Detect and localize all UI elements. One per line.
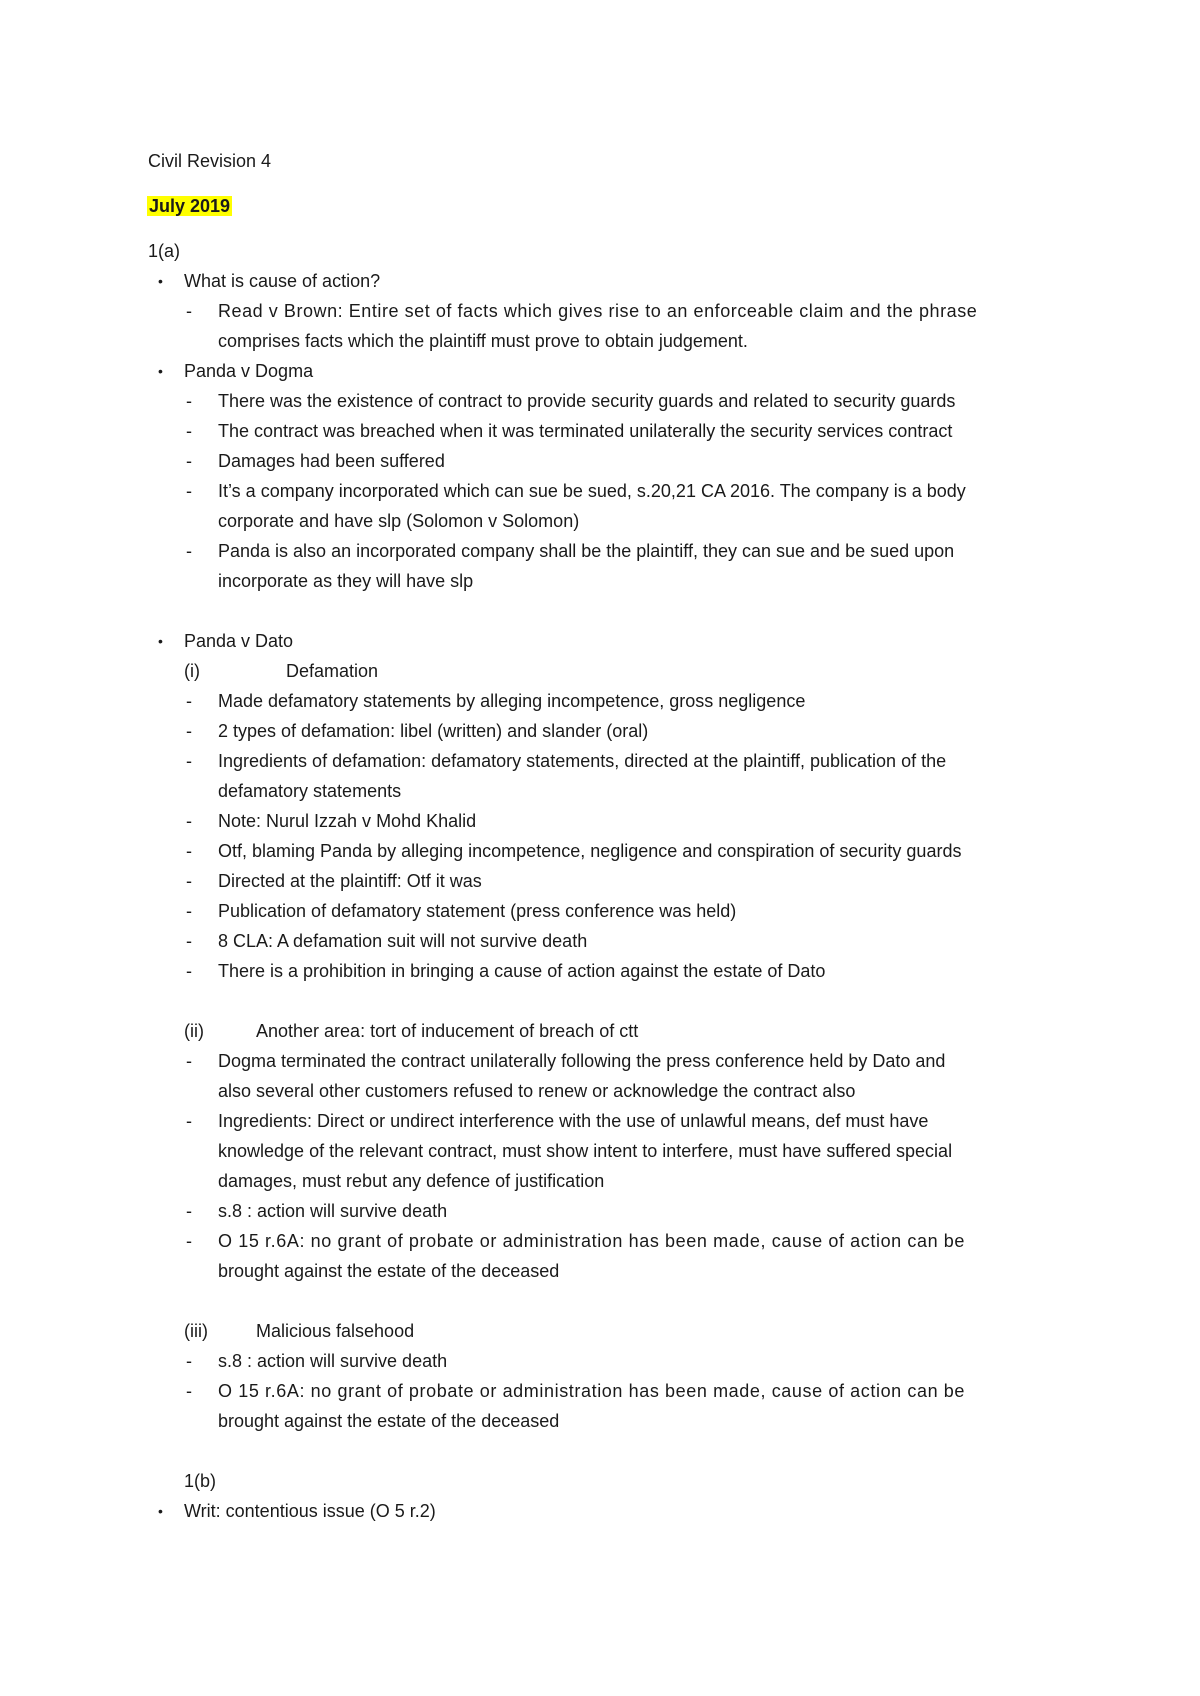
session-highlight: July 2019 <box>149 196 231 216</box>
dash-mark: - <box>186 451 192 471</box>
dash-mark: - <box>186 691 192 711</box>
panda-dogma-point-4-line2: corporate and have slp (Solomon v Solomon) <box>218 511 580 531</box>
defamation-point-4: Note: Nurul Izzah v Mohd Khalid <box>218 811 477 831</box>
doc-title: Civil Revision 4 <box>148 151 272 171</box>
inducement-point-2-line1: Ingredients: Direct or undirect interference with the use of unlawful means, def must have <box>218 1111 929 1131</box>
question-1b-label: 1(b) <box>184 1471 217 1491</box>
subsection-i-title: Defamation <box>286 661 379 681</box>
read-v-brown-line1: Read v Brown: Entire set of facts which gives rise to an enforceable claim and the phrase <box>218 301 978 321</box>
defamation-point-8: 8 CLA: A defamation suit will not survive death <box>218 931 588 951</box>
subsection-i-number: (i) <box>184 661 200 681</box>
dash-mark: - <box>186 901 192 921</box>
panda-dogma-point-5-line1: Panda is also an incorporated company shall be the plaintiff, they can sue and be sued upon <box>218 541 955 561</box>
falsehood-point-1: s.8 : action will survive death <box>218 1351 448 1371</box>
falsehood-point-2-line1: O 15 r.6A: no grant of probate or administration has been made, cause of action can be <box>218 1381 966 1401</box>
dash-mark: - <box>186 721 192 741</box>
subsection-iii-title: Malicious falsehood <box>256 1321 415 1341</box>
bullet-panda-v-dato: Panda v Dato <box>184 631 294 651</box>
dash-mark: - <box>186 961 192 981</box>
subsection-ii-number: (ii) <box>184 1021 204 1041</box>
dash-mark: - <box>186 421 192 441</box>
bullet-writ: Writ: contentious issue (O 5 r.2) <box>184 1501 436 1521</box>
bullet-mark: • <box>158 633 163 649</box>
defamation-point-5: Otf, blaming Panda by alleging incompetence, negligence and conspiration of security guards <box>218 841 962 861</box>
defamation-point-3-line2: defamatory statements <box>218 781 402 801</box>
subsection-iii-number: (iii) <box>184 1321 208 1341</box>
panda-dogma-point-3: Damages had been suffered <box>218 451 445 471</box>
dash-mark: - <box>186 481 192 501</box>
dash-mark: - <box>186 1231 192 1251</box>
bullet-cause-of-action: What is cause of action? <box>184 271 381 291</box>
bullet-mark: • <box>158 1503 163 1519</box>
dash-mark: - <box>186 931 192 951</box>
inducement-point-1-line2: also several other customers refused to renew or acknowledge the contract also <box>218 1081 856 1101</box>
panda-dogma-point-2: The contract was breached when it was terminated unilaterally the security services contract <box>218 421 953 441</box>
inducement-point-4-line2: brought against the estate of the deceased <box>218 1261 560 1281</box>
dash-mark: - <box>186 1381 192 1401</box>
dash-mark: - <box>186 871 192 891</box>
inducement-point-3: s.8 : action will survive death <box>218 1201 448 1221</box>
panda-dogma-point-1: There was the existence of contract to provide security guards and related to security guards <box>218 391 956 411</box>
defamation-point-9: There is a prohibition in bringing a cause of action against the estate of Dato <box>218 961 826 981</box>
defamation-point-3-line1: Ingredients of defamation: defamatory statements, directed at the plaintiff, publication of the <box>218 751 947 771</box>
inducement-point-4-line1: O 15 r.6A: no grant of probate or administration has been made, cause of action can be <box>218 1231 966 1251</box>
defamation-point-1: Made defamatory statements by alleging incompetence, gross negligence <box>218 691 806 711</box>
dash-mark: - <box>186 391 192 411</box>
read-v-brown-line2: comprises facts which the plaintiff must prove to obtain judgement. <box>218 331 748 351</box>
inducement-point-1-line1: Dogma terminated the contract unilaterally following the press conference held by Dato and <box>218 1051 946 1071</box>
session-heading <box>147 195 232 217</box>
panda-dogma-point-4-line1: It’s a company incorporated which can sue be sued, s.20,21 CA 2016. The company is a body <box>218 481 966 501</box>
bullet-mark: • <box>158 363 163 379</box>
bullet-panda-v-dogma: Panda v Dogma <box>184 361 314 381</box>
dash-mark: - <box>186 841 192 861</box>
inducement-point-2-line2: knowledge of the relevant contract, must show intent to interfere, must have suffered special <box>218 1141 953 1161</box>
question-1a-label: 1(a) <box>148 241 181 261</box>
defamation-point-2: 2 types of defamation: libel (written) and slander (oral) <box>218 721 649 741</box>
dash-mark: - <box>186 751 192 771</box>
dash-mark: - <box>186 1051 192 1071</box>
dash-mark: - <box>186 541 192 561</box>
dash-mark: - <box>186 1201 192 1221</box>
defamation-point-7: Publication of defamatory statement (press conference was held) <box>218 901 737 921</box>
dash-mark: - <box>186 811 192 831</box>
dash-mark: - <box>186 1111 192 1131</box>
panda-dogma-point-5-line2: incorporate as they will have slp <box>218 571 474 591</box>
inducement-point-2-line3: damages, must rebut any defence of justification <box>218 1171 605 1191</box>
defamation-point-6: Directed at the plaintiff: Otf it was <box>218 871 482 891</box>
dash-mark: - <box>186 301 192 321</box>
falsehood-point-2-line2: brought against the estate of the deceased <box>218 1411 560 1431</box>
subsection-ii-title: Another area: tort of inducement of breach of ctt <box>256 1021 639 1041</box>
dash-mark: - <box>186 1351 192 1371</box>
bullet-mark: • <box>158 273 163 289</box>
